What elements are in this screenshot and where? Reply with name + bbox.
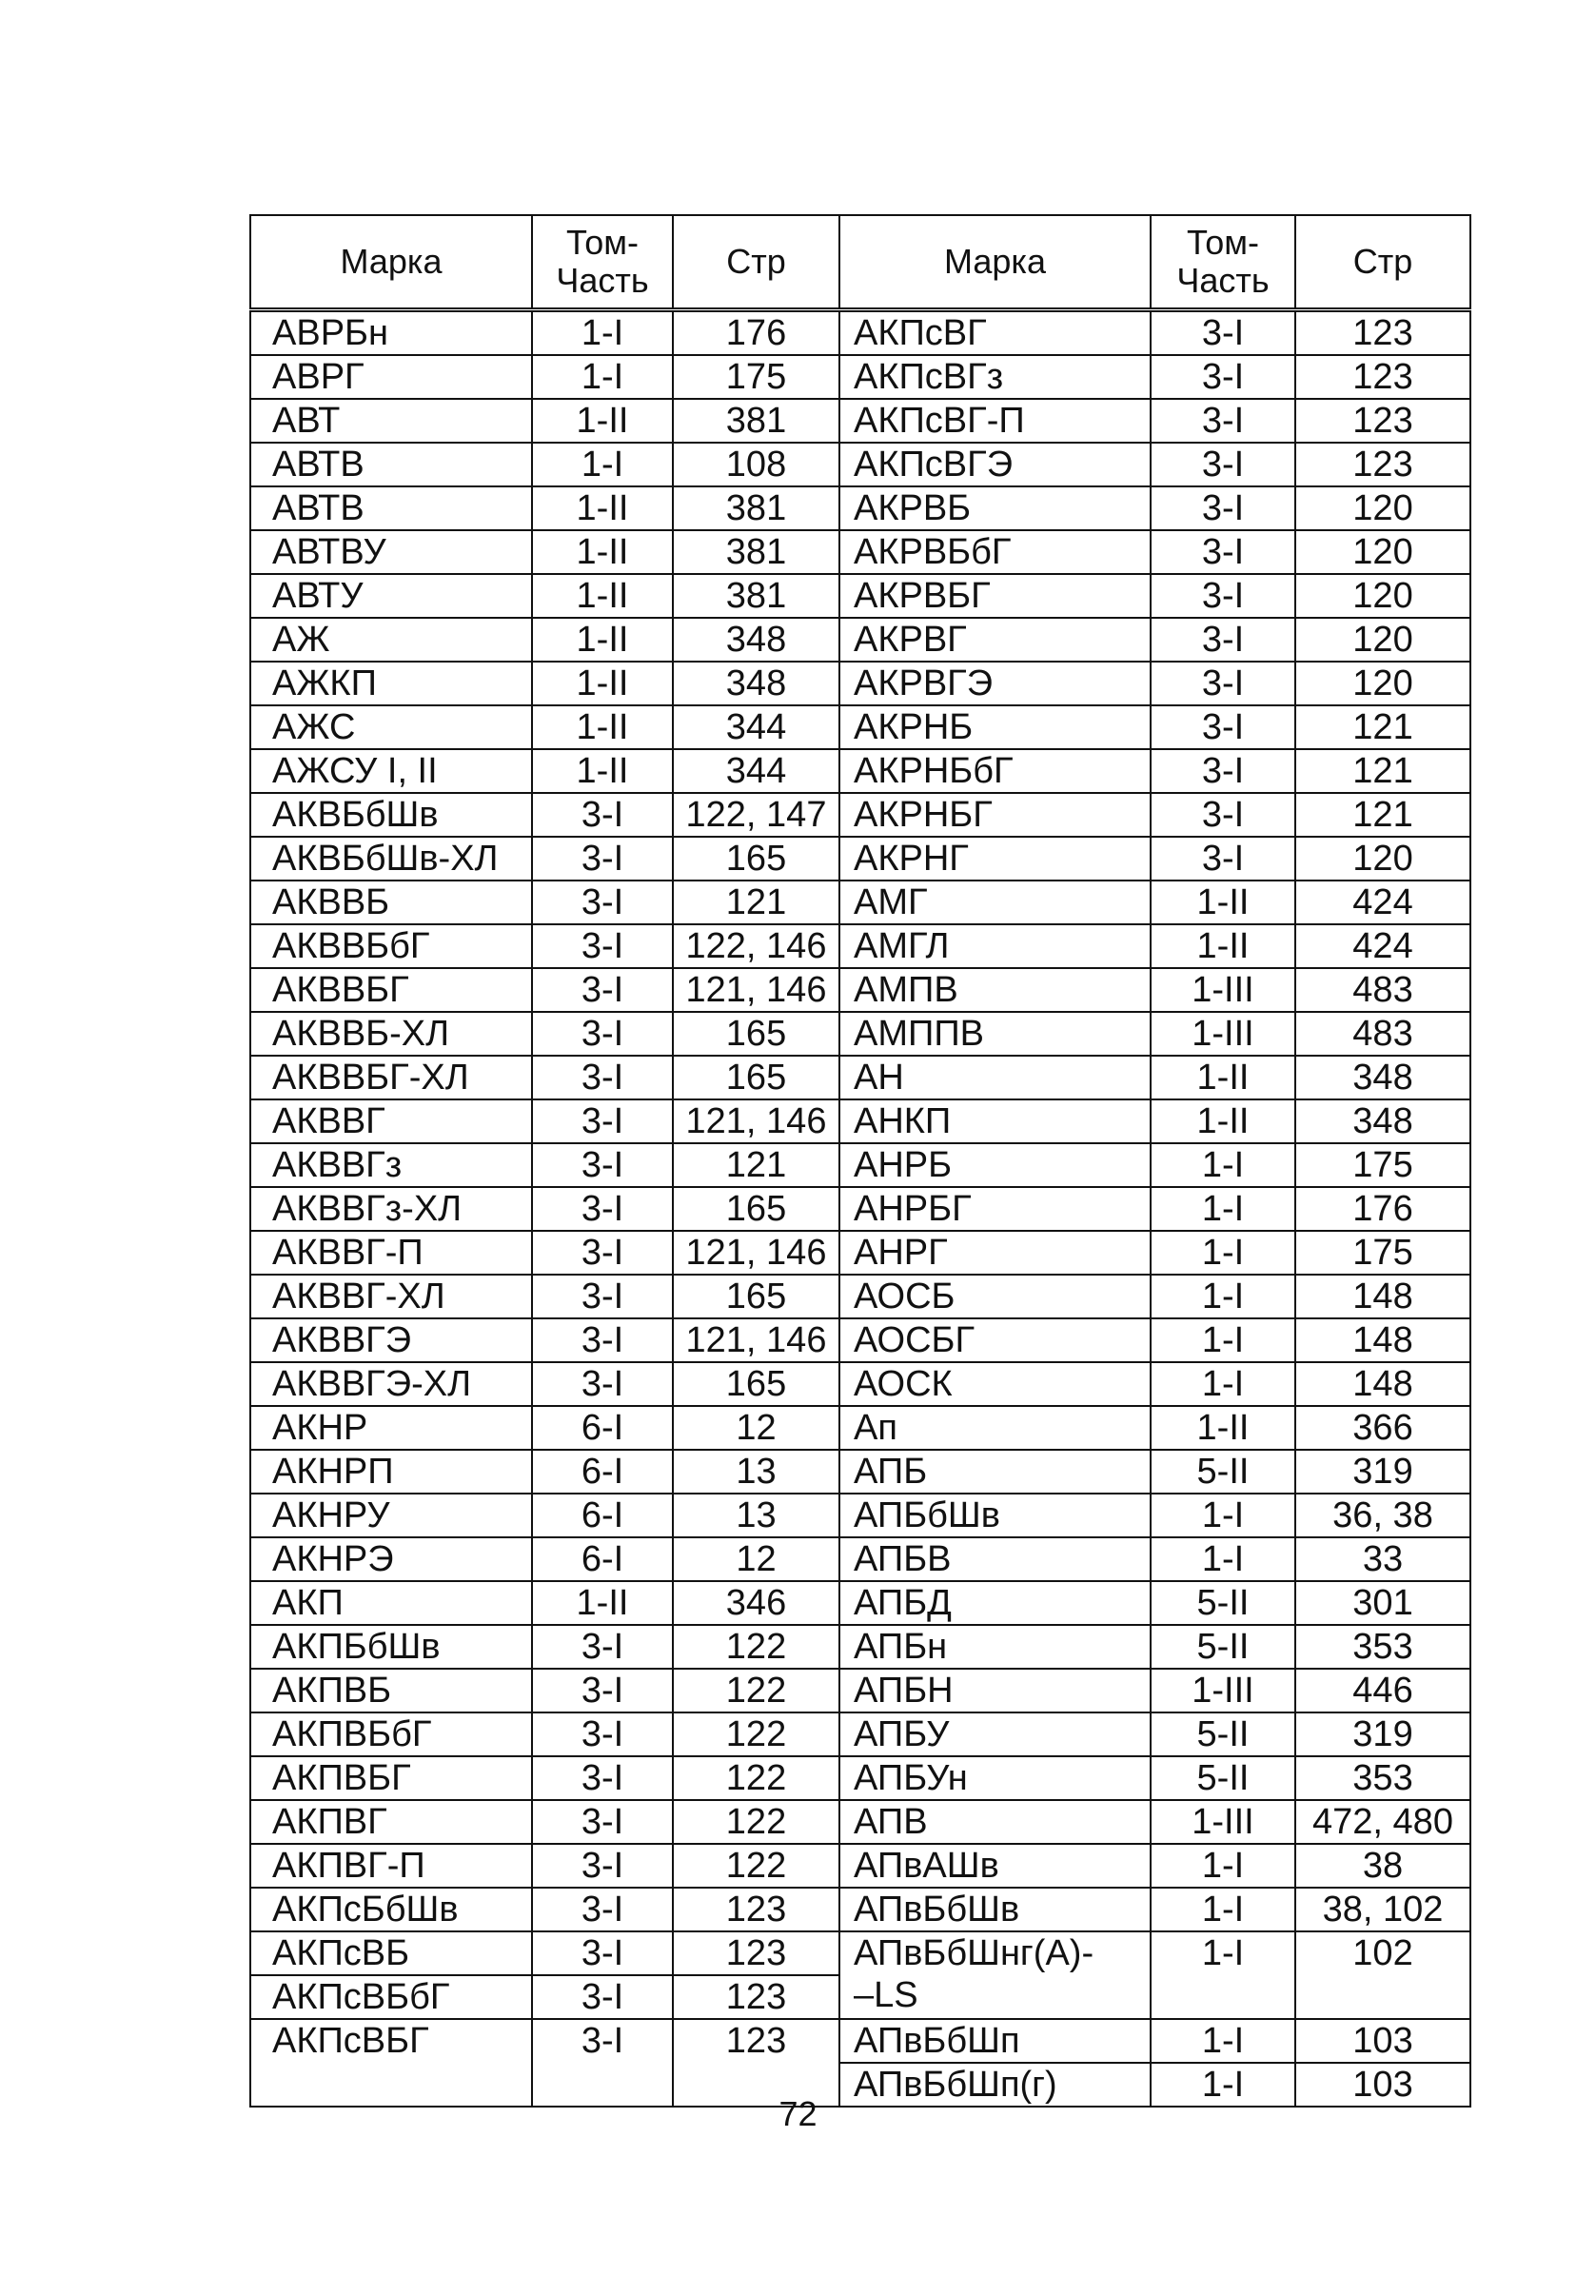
table-row [250,793,1470,837]
right-page-cell: 446 [1295,1669,1470,1712]
right-page-cell: 103 [1295,2063,1470,2107]
left-mark-cell: АКВВБГ-ХЛ [250,1056,532,1099]
left-mark-cell: АКВВБбГ [250,924,532,968]
right-page-cell: 472, 480 [1295,1800,1470,1844]
right-tom-cell: 5-II [1151,1450,1295,1494]
right-tom-cell: 1-I [1151,1494,1295,1537]
left-page-cell: 12 [673,1537,839,1581]
left-tom-cell: 3-I [532,1975,673,2019]
right-mark-cell: АПБУ [839,1712,1151,1756]
right-tom-cell: 3-I [1151,310,1295,356]
left-mark-cell: АКВБбШв-ХЛ [250,837,532,881]
left-page-cell: 344 [673,749,839,793]
left-mark-cell: АКВВГЭ [250,1318,532,1362]
page-number: 72 [778,2094,818,2133]
left-tom-cell: 3-I [532,1275,673,1318]
right-tom-cell: 1-II [1151,1056,1295,1099]
right-mark-cell: АПБН [839,1669,1151,1712]
right-tom-cell: 1-II [1151,881,1295,924]
right-page-cell: 120 [1295,662,1470,705]
left-tom-cell: 3-I [532,1099,673,1143]
left-tom-cell: 3-I [532,1318,673,1362]
left-tom-cell: 3-I [532,1012,673,1056]
table-row [250,1187,1470,1231]
left-page-cell: 348 [673,618,839,662]
left-page-cell: 123 [673,1975,839,2019]
table-row [250,837,1470,881]
table-row [250,705,1470,749]
right-tom-cell: 5-II [1151,1625,1295,1669]
left-mark-cell: АКНРУ [250,1494,532,1537]
left-page-cell: 165 [673,1187,839,1231]
left-page-cell: 123 [673,2019,839,2107]
right-page-cell: 120 [1295,486,1470,530]
left-mark-cell: АКНРП [250,1450,532,1494]
left-mark-cell: АКПсВБбГ [250,1975,532,2019]
left-page-cell: 121, 146 [673,1231,839,1275]
right-mark-cell: АПвБбШп(г) [839,2063,1151,2107]
right-page-cell: 120 [1295,574,1470,618]
table-row [250,1581,1470,1625]
left-tom-cell: 6-I [532,1537,673,1581]
left-mark-cell: АЖСУ I, II [250,749,532,793]
left-page-cell: 13 [673,1494,839,1537]
right-page-cell: 123 [1295,443,1470,486]
left-page-cell: 122 [673,1800,839,1844]
header-tom-left-text: Том- Часть [556,222,649,300]
left-tom-cell: 3-I [532,1362,673,1406]
left-mark-cell: АКВВГ [250,1099,532,1143]
right-mark-cell: АКРВБГ [839,574,1151,618]
right-mark-cell: АПвАШв [839,1844,1151,1888]
right-tom-cell: 1-III [1151,968,1295,1012]
table-row [250,1537,1470,1581]
right-page-cell: 348 [1295,1099,1470,1143]
left-mark-cell: АКПсВБ [250,1931,532,1975]
right-tom-cell: 3-I [1151,662,1295,705]
left-tom-cell: 3-I [532,968,673,1012]
left-mark-cell: АВТВ [250,486,532,530]
table-row [250,1056,1470,1099]
table-row [250,1756,1470,1800]
right-page-cell: 148 [1295,1318,1470,1362]
left-mark-cell: АВТВ [250,443,532,486]
table-row [250,399,1470,443]
left-tom-cell: 3-I [532,1712,673,1756]
right-mark-cell: АКРВБбГ [839,530,1151,574]
right-mark-cell: АПБВ [839,1537,1151,1581]
left-mark-cell: АКВВГ-ХЛ [250,1275,532,1318]
left-tom-cell: 1-II [532,749,673,793]
right-tom-cell: 1-I [1151,1187,1295,1231]
left-mark-cell: АКПВБ [250,1669,532,1712]
right-tom-cell: 3-I [1151,399,1295,443]
left-mark-cell: АКП [250,1581,532,1625]
left-page-cell: 165 [673,1362,839,1406]
right-page-cell: 120 [1295,618,1470,662]
right-page-cell: 38 [1295,1844,1470,1888]
right-page-cell: 120 [1295,837,1470,881]
left-tom-cell: 3-I [532,2019,673,2107]
right-mark-cell: АН [839,1056,1151,1099]
cable-brand-index-table [249,214,1471,2108]
left-mark-cell: АЖКП [250,662,532,705]
left-tom-cell: 1-I [532,443,673,486]
left-tom-cell: 3-I [532,1143,673,1187]
table-row [250,1625,1470,1669]
right-tom-cell: 1-I [1151,1143,1295,1187]
table-row [250,1844,1470,1888]
left-tom-cell: 3-I [532,1056,673,1099]
left-page-cell: 165 [673,1012,839,1056]
right-tom-cell: 5-II [1151,1581,1295,1625]
right-mark-cell: АКПсВГ-П [839,399,1151,443]
header-tom-left [532,215,673,310]
left-page-cell: 121 [673,881,839,924]
right-page-cell: 102 [1295,1931,1470,2019]
left-tom-cell: 1-II [532,618,673,662]
left-tom-cell: 1-II [532,574,673,618]
right-page-cell: 38, 102 [1295,1888,1470,1931]
right-page-cell: 424 [1295,924,1470,968]
right-page-cell: 301 [1295,1581,1470,1625]
right-page-cell: 123 [1295,355,1470,399]
right-mark-cell: АМППВ [839,1012,1151,1056]
left-page-cell: 175 [673,355,839,399]
right-tom-cell: 1-I [1151,1537,1295,1581]
table-row [250,662,1470,705]
table-row [250,574,1470,618]
header-mark-left: Марка [250,215,532,310]
right-tom-cell: 1-I [1151,1844,1295,1888]
right-tom-cell: 5-II [1151,1712,1295,1756]
right-tom-cell: 3-I [1151,793,1295,837]
table-row [250,355,1470,399]
right-page-cell: 148 [1295,1362,1470,1406]
right-tom-cell: 3-I [1151,443,1295,486]
table-row [250,1931,1470,1975]
right-page-cell: 348 [1295,1056,1470,1099]
table-row [250,1012,1470,1056]
right-tom-cell: 1-I [1151,1231,1295,1275]
right-mark-cell: АПБД [839,1581,1151,1625]
right-tom-cell: 3-I [1151,486,1295,530]
right-page-cell: 120 [1295,530,1470,574]
right-mark-cell: АОСК [839,1362,1151,1406]
right-tom-cell: 1-I [1151,2019,1295,2063]
left-tom-cell: 6-I [532,1450,673,1494]
right-page-cell: 319 [1295,1450,1470,1494]
right-tom-cell: 3-I [1151,837,1295,881]
right-page-cell: 123 [1295,399,1470,443]
right-page-cell: 319 [1295,1712,1470,1756]
left-mark-cell: АЖ [250,618,532,662]
left-page-cell: 176 [673,310,839,356]
left-page-cell: 121, 146 [673,1318,839,1362]
left-mark-cell: АКВВГЭ-ХЛ [250,1362,532,1406]
table-body [250,310,1470,2108]
left-page-cell: 381 [673,530,839,574]
left-page-cell: 123 [673,1931,839,1975]
right-mark-cell: АПвБбШв [839,1888,1151,1931]
left-page-cell: 344 [673,705,839,749]
left-mark-cell: АКВВГз [250,1143,532,1187]
table-row [250,530,1470,574]
left-tom-cell: 3-I [532,881,673,924]
left-mark-cell: АКВВБГ [250,968,532,1012]
right-mark-cell: АКРВГЭ [839,662,1151,705]
right-page-cell: 121 [1295,705,1470,749]
left-tom-cell: 3-I [532,924,673,968]
left-tom-cell: 3-I [532,1844,673,1888]
left-page-cell: 122 [673,1756,839,1800]
left-page-cell: 165 [673,1056,839,1099]
left-tom-cell: 6-I [532,1494,673,1537]
right-tom-cell: 3-I [1151,749,1295,793]
left-tom-cell: 3-I [532,793,673,837]
left-mark-cell: АКВВГз-ХЛ [250,1187,532,1231]
left-mark-cell: АВТВУ [250,530,532,574]
table-row [250,486,1470,530]
right-mark-line-2: –LS [854,1975,918,2015]
table-row [250,749,1470,793]
table-row [250,1712,1470,1756]
right-tom-cell: 1-I [1151,1362,1295,1406]
table-header-row [250,215,1470,310]
left-mark-cell: АВРБн [250,310,532,356]
right-mark-cell: АКРНБ [839,705,1151,749]
left-page-cell: 122 [673,1844,839,1888]
left-page-cell: 346 [673,1581,839,1625]
left-page-cell: 122 [673,1625,839,1669]
left-mark-cell: АКПсВБГ [250,2019,532,2107]
table-row [250,2019,1470,2063]
left-mark-cell: АКПсБбШв [250,1888,532,1931]
left-page-cell: 381 [673,486,839,530]
right-page-cell: 33 [1295,1537,1470,1581]
right-page-cell: 483 [1295,1012,1470,1056]
table-row [250,881,1470,924]
right-page-cell: 36, 38 [1295,1494,1470,1537]
table-row [250,1888,1470,1931]
left-tom-cell: 3-I [532,1187,673,1231]
right-page-cell: 123 [1295,310,1470,356]
right-mark-cell: АКРНБбГ [839,749,1151,793]
right-page-cell: 483 [1295,968,1470,1012]
left-tom-cell: 1-II [532,399,673,443]
left-mark-cell: АКВВБ-ХЛ [250,1012,532,1056]
left-page-cell: 381 [673,399,839,443]
table-row [250,618,1470,662]
right-mark-cell: АМГ [839,881,1151,924]
right-mark-cell: АПвБбШп [839,2019,1151,2063]
right-page-cell: 121 [1295,793,1470,837]
right-tom-cell: 1-II [1151,1099,1295,1143]
index-table-container [249,214,1469,2108]
right-tom-cell: 1-III [1151,1800,1295,1844]
right-mark-cell [839,1931,1151,2019]
right-page-cell: 366 [1295,1406,1470,1450]
right-mark-cell: АМГЛ [839,924,1151,968]
right-page-cell: 103 [1295,2019,1470,2063]
right-mark-cell: АМПВ [839,968,1151,1012]
left-page-cell: 122 [673,1669,839,1712]
table-row [250,1362,1470,1406]
left-page-cell: 123 [673,1888,839,1931]
right-tom-cell: 1-I [1151,1931,1295,2019]
table-row [250,1494,1470,1537]
header-tom-right-text: Том- Часть [1176,222,1270,300]
left-tom-cell: 3-I [532,1669,673,1712]
right-mark-cell: АНРБ [839,1143,1151,1187]
header-tom-right [1151,215,1295,310]
left-page-cell: 121, 146 [673,1099,839,1143]
left-tom-cell: 3-I [532,1756,673,1800]
left-mark-cell: АВРГ [250,355,532,399]
left-page-cell: 121, 146 [673,968,839,1012]
right-mark-cell: АПБн [839,1625,1151,1669]
table-row [250,1275,1470,1318]
right-mark-cell: АПБбШв [839,1494,1151,1537]
left-tom-cell: 1-I [532,310,673,356]
left-mark-cell: АКПБбШв [250,1625,532,1669]
right-mark-cell: АКРВГ [839,618,1151,662]
header-page-right: Стр [1295,215,1470,310]
left-tom-cell: 1-II [532,1581,673,1625]
right-mark-cell: АНРГ [839,1231,1151,1275]
right-tom-cell: 1-I [1151,1318,1295,1362]
right-tom-cell: 1-III [1151,1669,1295,1712]
right-tom-cell: 5-II [1151,1756,1295,1800]
right-tom-cell: 3-I [1151,530,1295,574]
right-tom-cell: 3-I [1151,705,1295,749]
right-mark-cell: АОСБ [839,1275,1151,1318]
table-row [250,1800,1470,1844]
right-tom-cell: 1-I [1151,2063,1295,2107]
table-row [250,1406,1470,1450]
table-row [250,1143,1470,1187]
right-tom-cell: 1-II [1151,924,1295,968]
right-mark-cell: АКРВБ [839,486,1151,530]
table-row [250,1450,1470,1494]
left-tom-cell: 3-I [532,1231,673,1275]
left-page-cell: 381 [673,574,839,618]
right-mark-cell: АНРБГ [839,1187,1151,1231]
right-tom-cell: 1-II [1151,1406,1295,1450]
table-row [250,1231,1470,1275]
table-row [250,924,1470,968]
right-page-cell: 148 [1295,1275,1470,1318]
left-mark-cell: АКПВГ [250,1800,532,1844]
table-row [250,443,1470,486]
right-page-cell: 353 [1295,1756,1470,1800]
table-row [250,1099,1470,1143]
left-page-cell: 122, 147 [673,793,839,837]
left-mark-cell: АКПВБбГ [250,1712,532,1756]
left-mark-cell: АКПВБГ [250,1756,532,1800]
left-tom-cell: 3-I [532,1800,673,1844]
table-row [250,310,1470,356]
right-mark-cell: АКРНБГ [839,793,1151,837]
left-page-cell: 121 [673,1143,839,1187]
right-page-cell: 424 [1295,881,1470,924]
left-tom-cell: 3-I [532,1888,673,1931]
right-mark-cell: АКПсВГз [839,355,1151,399]
left-tom-cell: 1-II [532,486,673,530]
right-mark-cell: АПБУн [839,1756,1151,1800]
table-row [250,968,1470,1012]
left-tom-cell: 6-I [532,1406,673,1450]
left-page-cell: 348 [673,662,839,705]
left-tom-cell: 3-I [532,1625,673,1669]
left-mark-cell: АЖС [250,705,532,749]
left-mark-cell: АКПВГ-П [250,1844,532,1888]
right-mark-cell: АКПсВГ [839,310,1151,356]
right-mark-cell: АНКП [839,1099,1151,1143]
left-page-cell: 13 [673,1450,839,1494]
right-mark-cell: Ап [839,1406,1151,1450]
header-page-left: Стр [673,215,839,310]
header-mark-right: Марка [839,215,1151,310]
left-mark-cell: АКВВБ [250,881,532,924]
right-mark-cell: АПВ [839,1800,1151,1844]
right-mark-cell: АКПсВГЭ [839,443,1151,486]
right-page-cell: 175 [1295,1143,1470,1187]
right-page-cell: 353 [1295,1625,1470,1669]
left-tom-cell: 1-II [532,662,673,705]
left-tom-cell: 1-II [532,705,673,749]
left-mark-cell: АКВБбШв [250,793,532,837]
right-page-cell: 176 [1295,1187,1470,1231]
left-tom-cell: 1-II [532,530,673,574]
left-page-cell: 122, 146 [673,924,839,968]
left-tom-cell: 3-I [532,837,673,881]
right-tom-cell: 1-I [1151,1275,1295,1318]
right-mark-cell: АПБ [839,1450,1151,1494]
left-mark-cell: АКНР [250,1406,532,1450]
left-mark-cell: АВТУ [250,574,532,618]
left-tom-cell: 1-I [532,355,673,399]
left-page-cell: 12 [673,1406,839,1450]
left-page-cell: 165 [673,1275,839,1318]
right-tom-cell: 1-I [1151,1888,1295,1931]
right-mark-cell: АОСБГ [839,1318,1151,1362]
right-mark-line-1: АПвБбШнг(А)- [854,1933,1094,1973]
right-page-cell: 121 [1295,749,1470,793]
right-mark-cell: АКРНГ [839,837,1151,881]
right-tom-cell: 3-I [1151,618,1295,662]
left-mark-cell: АКНРЭ [250,1537,532,1581]
left-mark-cell: АВТ [250,399,532,443]
right-tom-cell: 3-I [1151,574,1295,618]
table-row [250,1669,1470,1712]
left-page-cell: 108 [673,443,839,486]
right-page-cell: 175 [1295,1231,1470,1275]
left-tom-cell: 3-I [532,1931,673,1975]
left-mark-cell: АКВВГ-П [250,1231,532,1275]
left-page-cell: 122 [673,1712,839,1756]
right-tom-cell: 1-III [1151,1012,1295,1056]
right-tom-cell: 3-I [1151,355,1295,399]
table-row [250,1318,1470,1362]
left-page-cell: 165 [673,837,839,881]
